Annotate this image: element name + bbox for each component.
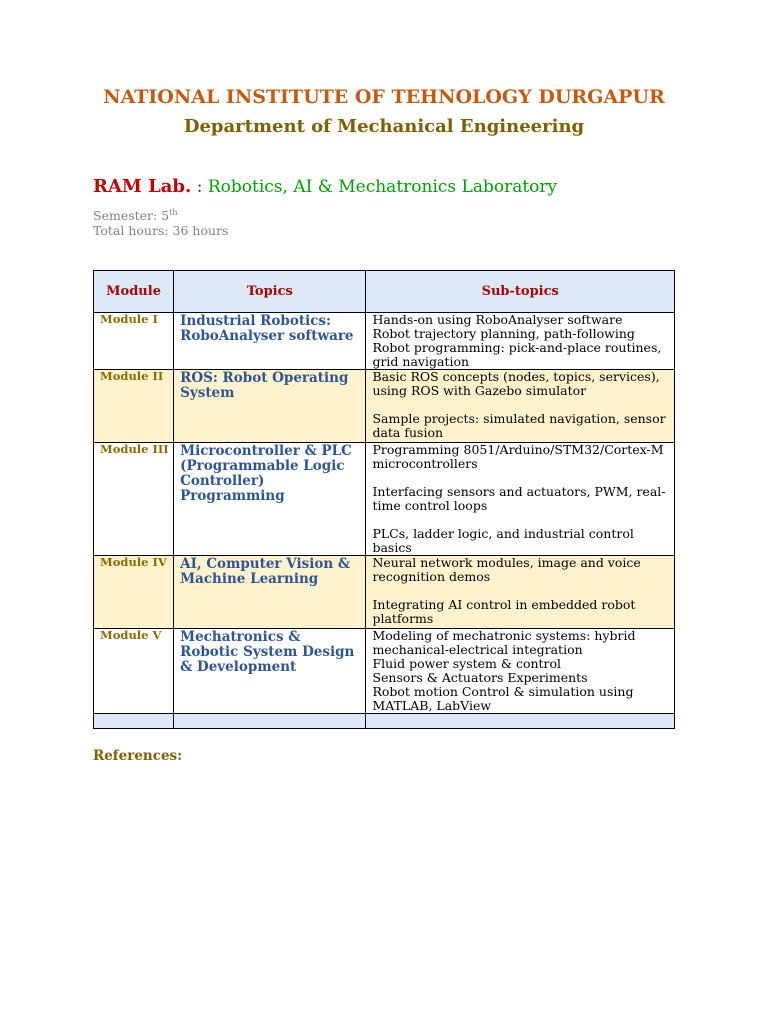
syllabus-table (93, 270, 675, 729)
semester-label: Semester: 5 (93, 208, 170, 224)
subtopic-item: Neural network modules, image and voice recognition demos (372, 555, 641, 584)
lab-heading (93, 176, 557, 197)
subtopic-item: Fluid power system & control (372, 656, 562, 671)
references-heading: References: (93, 748, 183, 764)
subtopic-item: Sensors & Actuators Experiments (372, 670, 588, 685)
module-cell: Module V (94, 629, 174, 714)
subtopics-cell (366, 370, 675, 443)
semester-suffix: th (169, 208, 178, 217)
institute-title: NATIONAL INSTITUTE OF TEHNOLOGY DURGAPUR (103, 86, 665, 108)
subtopic-item: Modeling of mechatronic systems: hybrid mechanical-electrical integration (372, 628, 636, 657)
topic-cell: Mechatronics & Robotic System Design & Development (174, 629, 366, 714)
lab-title: Robotics, AI & Mechatronics Laboratory (207, 177, 558, 197)
subtopics-cell (366, 443, 675, 556)
subtopic-item: Robot programming: pick-and-place routines, grid navigation (372, 340, 662, 369)
topic-cell: Industrial Robotics: RoboAnalyser software (174, 313, 366, 370)
subtopic-item: Programming 8051/Arduino/STM32/Cortex-M microcontrollers (372, 442, 664, 471)
module-cell: Module IV (94, 556, 174, 629)
subtopic-item: Robot trajectory planning, path-following (372, 326, 635, 341)
subtopics-cell (366, 629, 675, 714)
empty-cell (94, 714, 174, 729)
subtopic-item: Hands-on using RoboAnalyser software (372, 312, 623, 327)
subtopic-item: Integrating AI control in embedded robot platforms (372, 597, 636, 626)
topic-cell: Microcontroller & PLC (Programmable Logic Controller) Programming (174, 443, 366, 556)
table-row (94, 629, 675, 714)
topic-cell: ROS: Robot Operating System (174, 370, 366, 443)
table-row (94, 443, 675, 556)
empty-cell (366, 714, 675, 729)
header-topics: Topics (174, 271, 366, 313)
lab-name: RAM Lab. (93, 176, 192, 197)
table-row (94, 313, 675, 370)
total-hours: Total hours: 36 hours (93, 223, 229, 238)
module-cell: Module III (94, 443, 174, 556)
table-empty-row (94, 714, 675, 729)
topic-cell: AI, Computer Vision & Machine Learning (174, 556, 366, 629)
module-cell: Module II (94, 370, 174, 443)
department-title: Department of Mechanical Engineering (183, 116, 585, 137)
subtopic-item: Basic ROS concepts (nodes, topics, services), using ROS with Gazebo simulator (372, 369, 660, 398)
subtopic-item: Sample projects: simulated navigation, sensor data fusion (372, 411, 666, 440)
empty-cell (174, 714, 366, 729)
table-header-row (94, 271, 675, 313)
table-row (94, 370, 675, 443)
header-module: Module (94, 271, 174, 313)
subtopics-cell (366, 313, 675, 370)
subtopic-item: Interfacing sensors and actuators, PWM, real-time control loops (372, 484, 666, 513)
semester-line (93, 208, 178, 223)
table-row (94, 556, 675, 629)
module-cell: Module I (94, 313, 174, 370)
header-subtopics: Sub-topics (366, 271, 675, 313)
subtopic-item: PLCs, ladder logic, and industrial control basics (372, 526, 634, 555)
subtopic-item: Robot motion Control & simulation using MATLAB, LabView (372, 684, 634, 713)
lab-separator: : (191, 177, 208, 197)
subtopics-cell (366, 556, 675, 629)
